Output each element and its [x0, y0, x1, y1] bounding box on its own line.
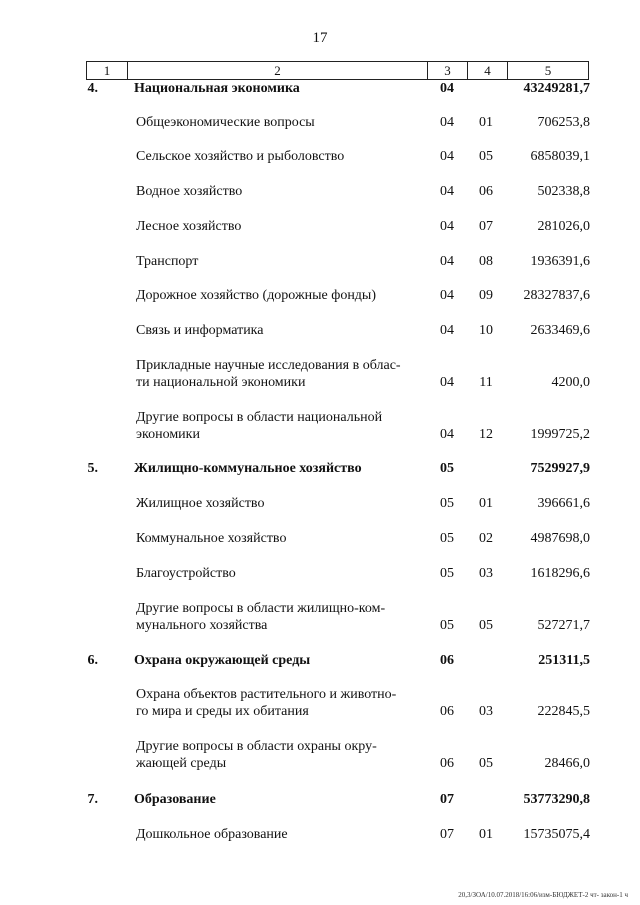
row-subsection-code: 05 [479, 149, 493, 164]
table-row [0, 253, 640, 270]
table-row [0, 148, 640, 165]
row-subsection-code: 01 [479, 827, 493, 842]
row-amount: 281026,0 [537, 219, 590, 234]
row-amount: 28466,0 [544, 756, 590, 771]
row-amount: 1936391,6 [530, 254, 590, 269]
row-section-code: 04 [440, 81, 454, 96]
row-section-code: 04 [440, 375, 454, 390]
row-name: Связь и информатика [136, 323, 264, 338]
row-amount: 396661,6 [537, 496, 590, 511]
row-amount: 7529927,9 [530, 461, 590, 476]
row-name: Благоустройство [136, 566, 236, 581]
footer-stamp: 20,3/ЗОА/10.07.2018/16:06/изм-БЮДЖЕТ-2 чт- закон-1 ч [458, 891, 628, 899]
table-row [0, 357, 640, 391]
table-row [0, 600, 640, 634]
row-amount: 706253,8 [537, 115, 590, 130]
row-section-code: 07 [440, 792, 454, 807]
row-name: Жилищное хозяйство [136, 496, 265, 511]
row-amount: 43249281,7 [523, 81, 590, 96]
row-name: Охрана объектов растительного и животно- го мира и среды их обитания [136, 687, 397, 719]
header-col-1: 1 [87, 62, 128, 79]
row-amount: 6858039,1 [530, 149, 590, 164]
header-col-5: 5 [544, 63, 552, 78]
table-row [0, 322, 640, 339]
row-section-code: 04 [440, 254, 454, 269]
table-row [0, 738, 640, 772]
row-subsection-code: 01 [479, 496, 493, 511]
row-section-code: 04 [440, 427, 454, 442]
row-number: 6. [87, 653, 98, 668]
row-section-code: 05 [440, 531, 454, 546]
row-amount: 251311,5 [538, 653, 590, 668]
table-row [0, 565, 640, 582]
row-amount: 502338,8 [537, 184, 590, 199]
row-section-code: 06 [440, 653, 454, 668]
row-section-code: 04 [440, 323, 454, 338]
row-number: 5. [87, 461, 98, 476]
table-row [0, 826, 640, 843]
row-subsection-code: 12 [479, 427, 493, 442]
page-number: 17 [312, 30, 328, 46]
row-amount: 28327837,6 [523, 288, 590, 303]
row-subsection-code: 03 [479, 566, 493, 581]
table-row [0, 495, 640, 512]
row-name: Сельское хозяйство и рыболовство [136, 149, 345, 164]
row-subsection-code: 01 [479, 115, 493, 130]
row-subsection-code: 05 [479, 618, 493, 633]
row-amount: 15735075,4 [523, 827, 590, 842]
row-name: Дорожное хозяйство (дорожные фонды) [136, 288, 377, 303]
row-subsection-code: 05 [479, 756, 493, 771]
row-number: 7. [87, 792, 98, 807]
row-section-code: 04 [440, 288, 454, 303]
table-row [0, 791, 640, 808]
row-name: Прикладные научные исследования в облас- ти национальной экономики [136, 358, 401, 390]
row-section-code: 05 [440, 461, 454, 476]
header-col-3: 3 [428, 62, 468, 79]
row-amount: 527271,7 [537, 618, 590, 633]
table-row [0, 686, 640, 720]
row-name: Другие вопросы в области жилищно-ком- мунального хозяйства [136, 601, 386, 633]
row-name: Коммунальное хозяйство [136, 531, 287, 546]
row-section-code: 04 [440, 184, 454, 199]
row-section-code: 05 [440, 618, 454, 633]
row-name: Национальная экономика [134, 81, 300, 96]
row-section-code: 07 [440, 827, 454, 842]
row-name: Лесное хозяйство [136, 219, 242, 234]
row-name: Жилищно-коммунальное хозяйство [134, 461, 362, 476]
row-name: Дошкольное образование [136, 827, 288, 842]
row-section-code: 04 [440, 219, 454, 234]
row-amount: 4987698,0 [530, 531, 590, 546]
row-amount: 222845,5 [537, 704, 590, 719]
row-amount: 1999725,2 [530, 427, 590, 442]
row-name: Транспорт [136, 254, 199, 269]
row-subsection-code: 08 [479, 254, 493, 269]
row-section-code: 06 [440, 756, 454, 771]
table-row [0, 183, 640, 200]
table-header [86, 61, 589, 80]
row-name: Водное хозяйство [136, 184, 243, 199]
row-name: Другие вопросы в области национальной экономики [136, 410, 383, 442]
row-section-code: 05 [440, 496, 454, 511]
row-section-code: 04 [440, 115, 454, 130]
row-amount: 53773290,8 [523, 792, 590, 807]
row-section-code: 06 [440, 704, 454, 719]
row-subsection-code: 06 [479, 184, 493, 199]
table-row [0, 530, 640, 547]
row-amount: 4200,0 [551, 375, 590, 390]
row-name: Охрана окружающей среды [134, 653, 311, 668]
row-subsection-code: 09 [479, 288, 493, 303]
row-section-code: 04 [440, 149, 454, 164]
table-row [0, 287, 640, 304]
row-name: Другие вопросы в области охраны окру- жающей среды [136, 739, 377, 771]
table-row [0, 114, 640, 131]
row-subsection-code: 07 [479, 219, 493, 234]
table-row [0, 80, 640, 97]
row-name: Общеэкономические вопросы [136, 115, 315, 130]
table-row [0, 218, 640, 235]
table-row [0, 409, 640, 443]
table-row [0, 460, 640, 477]
row-section-code: 05 [440, 566, 454, 581]
row-name: Образование [134, 792, 216, 807]
row-amount: 2633469,6 [530, 323, 590, 338]
row-subsection-code: 10 [479, 323, 493, 338]
row-subsection-code: 02 [479, 531, 493, 546]
table-row [0, 652, 640, 669]
header-col-2: 2 [128, 62, 428, 79]
row-subsection-code: 11 [479, 375, 493, 390]
row-number: 4. [87, 81, 98, 96]
row-subsection-code: 03 [479, 704, 493, 719]
row-amount: 1618296,6 [530, 566, 590, 581]
header-col-4: 4 [468, 62, 508, 79]
